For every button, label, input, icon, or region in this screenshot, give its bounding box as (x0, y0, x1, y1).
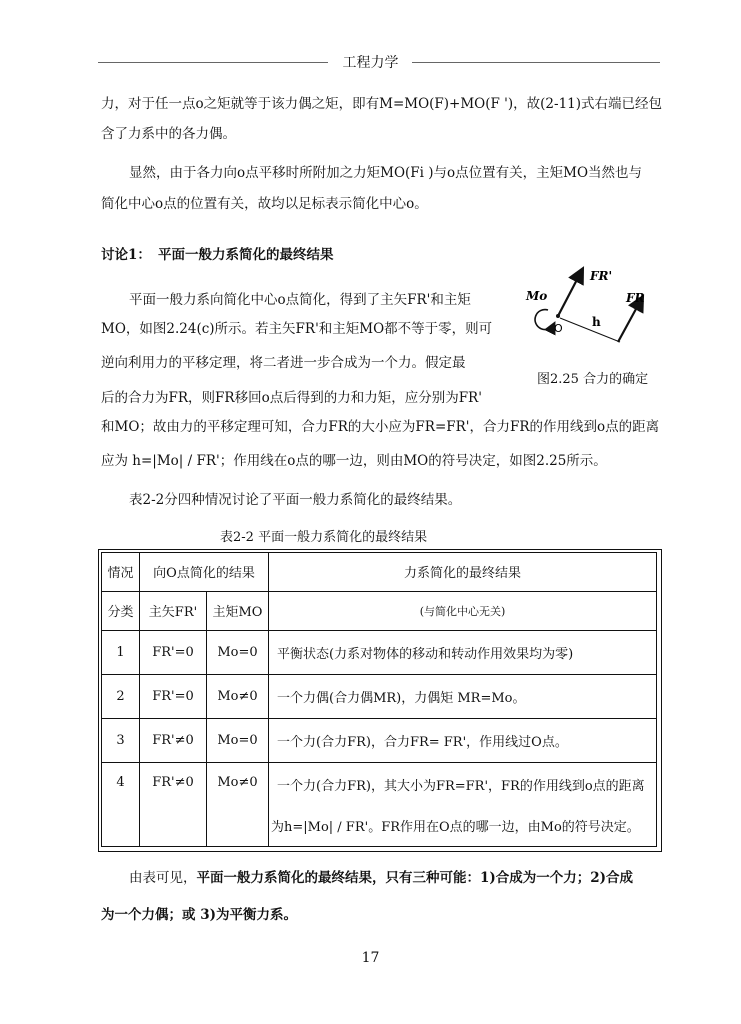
para3-line5: 和MO；故由力的平移定理可知，合力FR的大小应为FR=FR'，合力FR的作用线到o点的距离 (101, 419, 660, 435)
row4-n: 4 (102, 763, 140, 847)
para2-line1: 显然，由于各力向o点平移时所附加之力矩MO(Fi )与o点位置有关，主矩MO当然也与 (129, 165, 643, 181)
para4: 表2-2分四种情况讨论了平面一般力系简化的最终结果。 (129, 492, 462, 508)
row1-result: 平衡状态(力系对物体的移动和转动作用效果均为零) (269, 630, 657, 675)
th-simplify: 向O点简化的结果 (140, 553, 269, 592)
moment-arc (535, 310, 554, 330)
th-case-2: 分类 (102, 591, 140, 630)
th-main-moment: 主矩MO (207, 591, 269, 630)
para2-line2: 简化中心o点的位置有关，故均以足标表示简化中心o。 (101, 196, 428, 212)
para3-line4: 后的合力为FR，则FR移回o点后得到的力和力矩，应分别为FR' (101, 390, 482, 406)
row3-result: 一个力(合力FR)，合力FR= FR'，作用线过O点。 (269, 719, 657, 763)
conclusion-line2: 为一个力偶；或 3)为平衡力系。 (101, 907, 297, 923)
table-row (102, 630, 657, 675)
row4-fr: FR'≠0 (140, 763, 207, 847)
table-caption: 表2-2 平面一般力系简化的最终结果 (220, 530, 428, 545)
figure-caption: 图2.25 合力的确定 (537, 372, 649, 387)
th-result-note: (与简化中心无关) (269, 591, 657, 630)
label-fr-prime: FR' (590, 269, 613, 283)
fr-prime-arrow (558, 270, 582, 316)
row3-fr: FR'≠0 (140, 719, 207, 763)
row4-result-cont: 为h=|Mo| / FR'。FR作用在O点的哪一边，由Mo的符号决定。 (269, 806, 657, 847)
para3-line2: MO，如图2.24(c)所示。若主矢FR'和主矩MO都不等于零，则可 (101, 321, 493, 337)
results-table (101, 552, 657, 847)
para3-line6: 应为 h=|Mo| / FR'；作用线在o点的哪一边，则由MO的符号决定，如图2.25所示。 (101, 453, 607, 469)
label-fr: FR (626, 291, 645, 305)
conclusion-bold1: 平面一般力系简化的最终结果，只有三种可能：1)合成为一个力；2)合成 (196, 870, 634, 886)
table-row (102, 675, 657, 719)
conclusion-prefix: 由表可见， (129, 870, 197, 886)
label-o: O (554, 322, 563, 335)
row4-result: 一个力(合力FR)，其大小为FR=FR'，FR的作用线到o点的距离 (269, 763, 657, 806)
th-main-vector: 主矢FR' (140, 591, 207, 630)
h-line (560, 318, 620, 342)
row3-n: 3 (102, 719, 140, 763)
row3-mo: Mo=0 (207, 719, 269, 763)
table-row (102, 763, 657, 806)
discussion-label: 讨论1： (101, 247, 151, 263)
para3-line3: 逆向利用力的平移定理，将二者进一步合成为一个力。假定最 (101, 355, 466, 371)
row1-n: 1 (102, 630, 140, 675)
th-result: 力系简化的最终结果 (269, 553, 657, 592)
para3-line1: 平面一般力系向简化中心o点简化，得到了主矢FR'和主矩 (129, 292, 471, 308)
para1-line2: 含了力系中的各力偶。 (101, 126, 236, 142)
row1-mo: Mo=0 (207, 630, 269, 675)
header-rule-right (412, 62, 660, 63)
page-number: 17 (361, 950, 380, 966)
row4-mo: Mo≠0 (207, 763, 269, 847)
label-mo: Mo (526, 289, 548, 303)
para1-line1: 力，对于任一点o之矩就等于该力偶之矩，即有M=MO(F)+MO(F ')，故(2-11)式右端已经包 (101, 96, 663, 112)
row1-fr: FR'=0 (140, 630, 207, 675)
resultant-force-figure (520, 258, 660, 358)
th-case-1: 情况 (102, 553, 140, 592)
running-header: 工程力学 (342, 55, 399, 71)
row2-result: 一个力偶(合力偶MR)，力偶矩 MR=Mo。 (269, 675, 657, 719)
table-row (102, 719, 657, 763)
discussion-title: 平面一般力系简化的最终结果 (158, 247, 334, 263)
row2-fr: FR'=0 (140, 675, 207, 719)
row2-mo: Mo≠0 (207, 675, 269, 719)
conclusion-line1 (129, 868, 633, 888)
point-o (556, 314, 560, 318)
row2-n: 2 (102, 675, 140, 719)
label-h: h (592, 315, 601, 329)
